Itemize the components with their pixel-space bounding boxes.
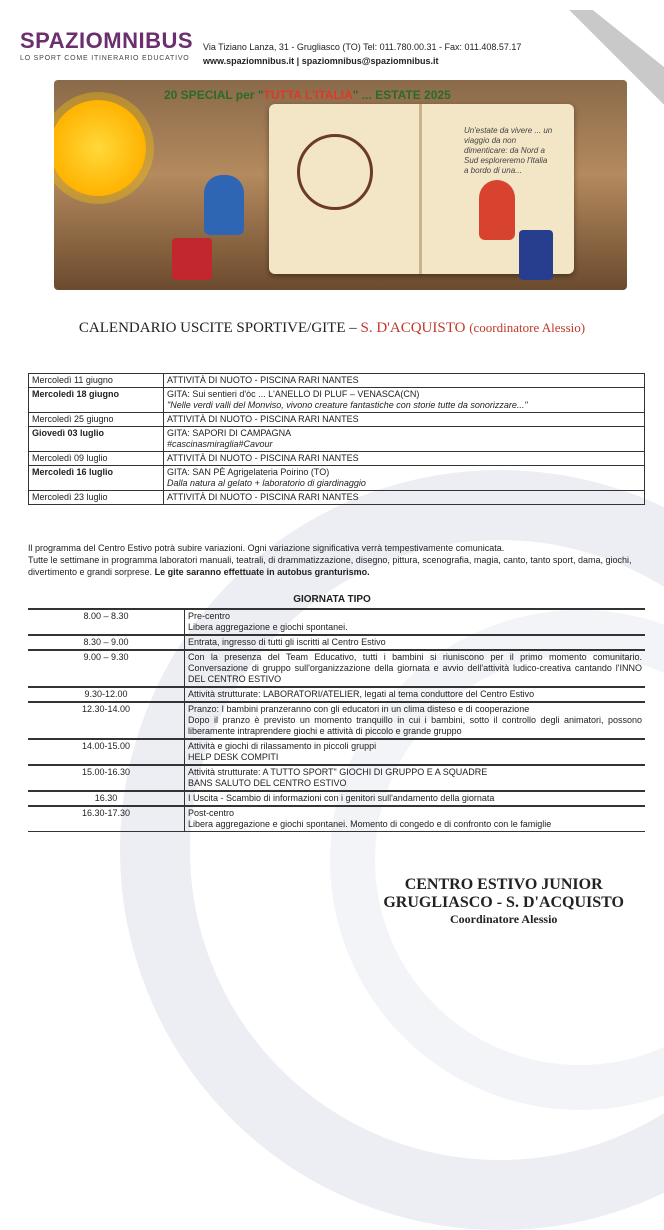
spaziomnibus-logo xyxy=(20,28,193,62)
schedule-row xyxy=(29,413,645,427)
book-text: Un'estate da vivere ... un viaggio da non dimenticare: da Nord a Sud esploreremo l'Italia a bordo di una... xyxy=(464,126,553,175)
outings-schedule-table xyxy=(28,373,645,505)
day-time: 14.00-15.00 xyxy=(28,739,185,765)
day-activity: Entrata, ingresso di tutti gli iscritti al Centro Estivo xyxy=(185,635,646,650)
day-time: 8.30 – 9.00 xyxy=(28,635,185,650)
day-activity: Pranzo: I bambini pranzeranno con gli educatori in un clima disteso e di cooperazione Dopo il pranzo è previsto un momento tranquillo in cui i bambini, sotto il controllo degli animatori, possono liberamente intraprendere giochi e attività di piccolo e grande gruppo xyxy=(185,702,646,739)
footer-line3: Coordinatore Alessio xyxy=(449,912,558,926)
contact-info xyxy=(203,40,521,68)
schedule-row xyxy=(29,427,645,452)
compass-rose-icon xyxy=(297,134,373,210)
schedule-date: Mercoledì 09 luglio xyxy=(29,452,164,466)
schedule-activity: ATTIVITÀ DI NUOTO - PISCINA RARI NANTES xyxy=(164,374,645,388)
schedule-date: Mercoledì 23 luglio xyxy=(29,491,164,505)
program-notes: Il programma del Centro Estivo potrà subire variazioni. Ogni variazione significativa verrà tempestivamente comunicata. Tutte le settimane in programma laboratori manuali, teatrali, di drammatizzazione, disegno, pittura, scenografia, magia, canto, tanto sport, dama, giochi, divertimento e grandi sorprese. Le gite saranno effettuate in autobus granturismo. xyxy=(28,543,632,577)
footer-signature xyxy=(383,876,624,927)
schedule-activity: GITA: SAN PÈ Agrigelateria Poirino (TO) Dalla natura al gelato + laboratorio di giardinaggio xyxy=(164,466,645,491)
logo-subtitle: LO SPORT COME ITINERARIO EDUCATIVO xyxy=(20,55,190,62)
girl-illustration xyxy=(479,180,515,240)
day-time: 9.00 – 9.30 xyxy=(28,650,185,687)
day-row xyxy=(28,650,645,687)
day-row xyxy=(28,765,645,791)
day-activity: Post-centro Libera aggregazione e giochi spontanei. Momento di congedo e di confronto con le famiglie xyxy=(185,806,646,832)
day-activity: I Uscita - Scambio di informazioni con i genitori sull'andamento della giornata xyxy=(185,791,646,806)
web-email-line: www.spaziomnibus.it | spaziomnibus@spaziomnibus.it xyxy=(203,56,439,66)
blue-suitcase-icon xyxy=(519,230,553,280)
footer-line1: CENTRO ESTIVO JUNIOR xyxy=(404,876,603,893)
day-time: 16.30-17.30 xyxy=(28,806,185,832)
schedule-date: Mercoledì 18 giugno xyxy=(29,388,164,413)
day-activity: Pre-centro Libera aggregazione e giochi spontanei. xyxy=(185,609,646,635)
address-line: Via Tiziano Lanza, 31 - Grugliasco (TO) Tel: 011.780.00.31 - Fax: 011.408.57.17 xyxy=(203,42,522,52)
day-row xyxy=(28,791,645,806)
schedule-activity: GITA: SAPORI DI CAMPAGNA #cascinasmiraglia#Cavour xyxy=(164,427,645,452)
banner-title: 20 SPECIAL per "TUTTA L'ITALIA" ... ESTATE 2025 xyxy=(164,88,451,102)
page-title: CALENDARIO USCITE SPORTIVE/GITE – S. D'ACQUISTO (coordinatore Alessio) xyxy=(78,320,586,336)
day-row xyxy=(28,687,645,702)
day-row xyxy=(28,739,645,765)
schedule-row xyxy=(29,491,645,505)
day-time: 16.30 xyxy=(28,791,185,806)
typical-day-table xyxy=(28,608,645,832)
day-time: 12.30-14.00 xyxy=(28,702,185,739)
day-activity: Con la presenza del Team Educativo, tutti i bambini si riuniscono per il primo momento comunitario. Conversazione di gruppo sull'organizzazione della giornata e avvio dell'attività ludico-creativa cantando l'INNO DEL CENTRO ESTIVO xyxy=(185,650,646,687)
day-row xyxy=(28,609,645,635)
day-time: 15.00-16.30 xyxy=(28,765,185,791)
schedule-date: Mercoledì 16 luglio xyxy=(29,466,164,491)
boy-illustration xyxy=(204,175,244,235)
day-row xyxy=(28,806,645,832)
day-activity: Attività e giochi di rilassamento in piccoli gruppi HELP DESK COMPITI xyxy=(185,739,646,765)
day-time: 9.30-12.00 xyxy=(28,687,185,702)
logo-text: SPAZIOMNIBUS xyxy=(20,28,194,53)
day-row xyxy=(28,702,645,739)
day-time: 8.00 – 8.30 xyxy=(28,609,185,635)
schedule-date: Mercoledì 11 giugno xyxy=(29,374,164,388)
schedule-row xyxy=(29,466,645,491)
schedule-activity: ATTIVITÀ DI NUOTO - PISCINA RARI NANTES xyxy=(164,413,645,427)
typical-day-title: GIORNATA TIPO xyxy=(293,594,371,605)
footer-line2: GRUGLIASCO - S. D'ACQUISTO xyxy=(383,894,624,911)
schedule-row xyxy=(29,374,645,388)
day-row xyxy=(28,635,645,650)
schedule-activity: ATTIVITÀ DI NUOTO - PISCINA RARI NANTES xyxy=(164,491,645,505)
schedule-activity: GITA: Sui sentieri d'òc ... L'ANELLO DI PLUF – VENASCA(CN) "Nelle verdi valli del Monviso, vivono creature fantastiche con storie tutte da sonorizzare..." xyxy=(164,388,645,413)
schedule-date: Mercoledì 25 giugno xyxy=(29,413,164,427)
schedule-activity: ATTIVITÀ DI NUOTO - PISCINA RARI NANTES xyxy=(164,452,645,466)
schedule-date: Giovedì 03 luglio xyxy=(29,427,164,452)
red-suitcase-icon xyxy=(172,238,212,280)
sun-character-icon xyxy=(54,100,146,196)
schedule-row xyxy=(29,452,645,466)
day-activity: Attività strutturate: LABORATORI/ATELIER, legati al tema conduttore del Centro Estivo xyxy=(185,687,646,702)
summer-banner-illustration xyxy=(54,80,627,290)
day-activity: Attività strutturate: A TUTTO SPORT" GIOCHI DI GRUPPO E A SQUADRE BANS SALUTO DEL CENTRO ESTIVO xyxy=(185,765,646,791)
schedule-row xyxy=(29,388,645,413)
